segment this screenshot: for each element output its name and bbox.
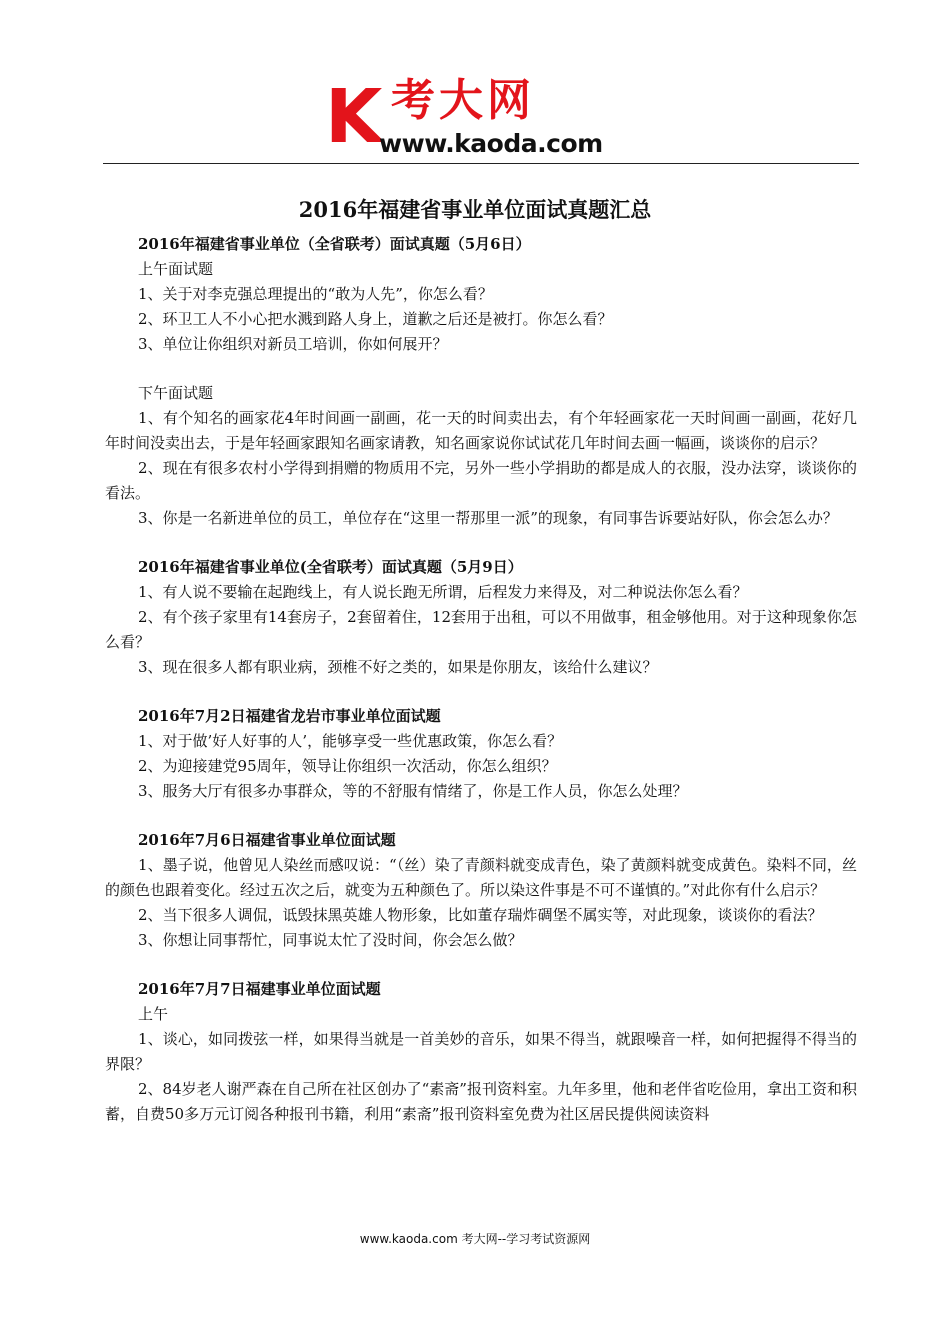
question: 3、你想让同事帮忙，同事说太忙了没时间，你会怎么做？ — [138, 931, 523, 949]
question: 3、你是一名新进单位的员工，单位存在“这里一帮那里一派”的现象，有同事告诉要站好队，你会怎么办？ — [138, 509, 838, 527]
question: 1、有人说不要输在起跑线上，有人说长跑无所谓，后程发力来得及，对二种说法你怎么看？ — [138, 583, 748, 601]
section-may-9 — [105, 555, 857, 680]
question: 1、谈心，如同拨弦一样，如果得当就是一首美妙的音乐，如果不得当，就跟噪音一样，如何把握得不得当的界限？ — [105, 1030, 857, 1073]
question: 1、关于对李克强总理提出的“敢为人先”，你怎么看？ — [138, 285, 493, 303]
question: 2、84岁老人谢严森在自己所在社区创办了“素斋”报刊资料室。九年多里，他和老伴省吃俭用，拿出工资和积蓄，自费50多万元订阅各种报刊书籍，利用“素斋”报刊资料室免费为社区居民提供阅读资料 — [105, 1080, 857, 1123]
section-heading: 2016年福建省事业单位(全省联考）面试真题（5月9日） — [138, 558, 523, 576]
question: 2、现在有很多农村小学得到捐赠的物质用不完，另外一些小学捐助的都是成人的衣服，没办法穿，谈谈你的看法。 — [105, 459, 857, 502]
site-logo — [325, 76, 655, 160]
logo-url: www.kaoda.com — [379, 129, 603, 158]
question: 2、为迎接建党95周年，领导让你组织一次活动，你怎么组织？ — [138, 757, 557, 775]
question: 1、有个知名的画家花4年时间画一副画，花一天的时间卖出去，有个年轻画家花一天时间画一副画，花好几年时间没卖出去，于是年轻画家跟知名画家请教，知名画家说你试试花几年时间去画一幅画，谈谈你的启示？ — [105, 409, 857, 452]
question: 2、有个孩子家里有14套房子，2套留着住，12套用于出租，可以不用做事，租金够他用。对于这种现象你怎么看？ — [105, 608, 857, 651]
question: 3、服务大厅有很多办事群众，等的不舒服有情绪了，你是工作人员，你怎么处理？ — [138, 782, 688, 800]
header-divider — [103, 163, 859, 164]
section-heading: 2016年7月2日福建省龙岩市事业单位面试题 — [138, 707, 441, 725]
section-may-6 — [105, 232, 857, 531]
page-footer: www.kaoda.com 考大网--学习考试资源网 — [359, 1232, 591, 1246]
question: 3、现在很多人都有职业病，颈椎不好之类的，如果是你朋友，该给什么建议？ — [138, 658, 658, 676]
subheading-morning: 上午 — [138, 1005, 169, 1023]
question: 2、环卫工人不小心把水溅到路人身上，道歉之后还是被打。你怎么看？ — [138, 310, 613, 328]
section-heading: 2016年福建省事业单位（全省联考）面试真题（5月6日） — [138, 235, 531, 253]
question: 1、墨子说，他曾见人染丝而感叹说：“（丝）染了青颜料就变成青色，染了黄颜料就变成黄色。染料不同，丝的颜色也跟着变化。经过五次之后，就变为五种颜色了。所以染这件事是不可不谨慎的。”对此你有什么启示？ — [105, 856, 857, 899]
section-july-7 — [105, 977, 857, 1127]
question: 1、对于做’好人好事的人’，能够享受一些优惠政策，你怎么看？ — [138, 732, 563, 750]
subheading-afternoon: 下午面试题 — [138, 384, 214, 402]
logo-k-mark: K — [325, 74, 379, 160]
section-heading: 2016年7月7日福建事业单位面试题 — [138, 980, 381, 998]
document-title: 2016年福建省事业单位面试真题汇总 — [298, 197, 652, 222]
section-july-2 — [105, 704, 857, 804]
section-heading: 2016年7月6日福建省事业单位面试题 — [138, 831, 396, 849]
question: 3、单位让你组织对新员工培训，你如何展开？ — [138, 335, 448, 353]
question: 2、当下很多人调侃，诋毁抹黑英雄人物形象，比如董存瑞炸碉堡不属实等，对此现象，谈谈你的看法？ — [138, 906, 823, 924]
logo-chinese-name: 考大网 — [391, 75, 535, 126]
subheading-morning: 上午面试题 — [138, 260, 214, 278]
section-july-6 — [105, 828, 857, 953]
document-body — [105, 232, 857, 1127]
